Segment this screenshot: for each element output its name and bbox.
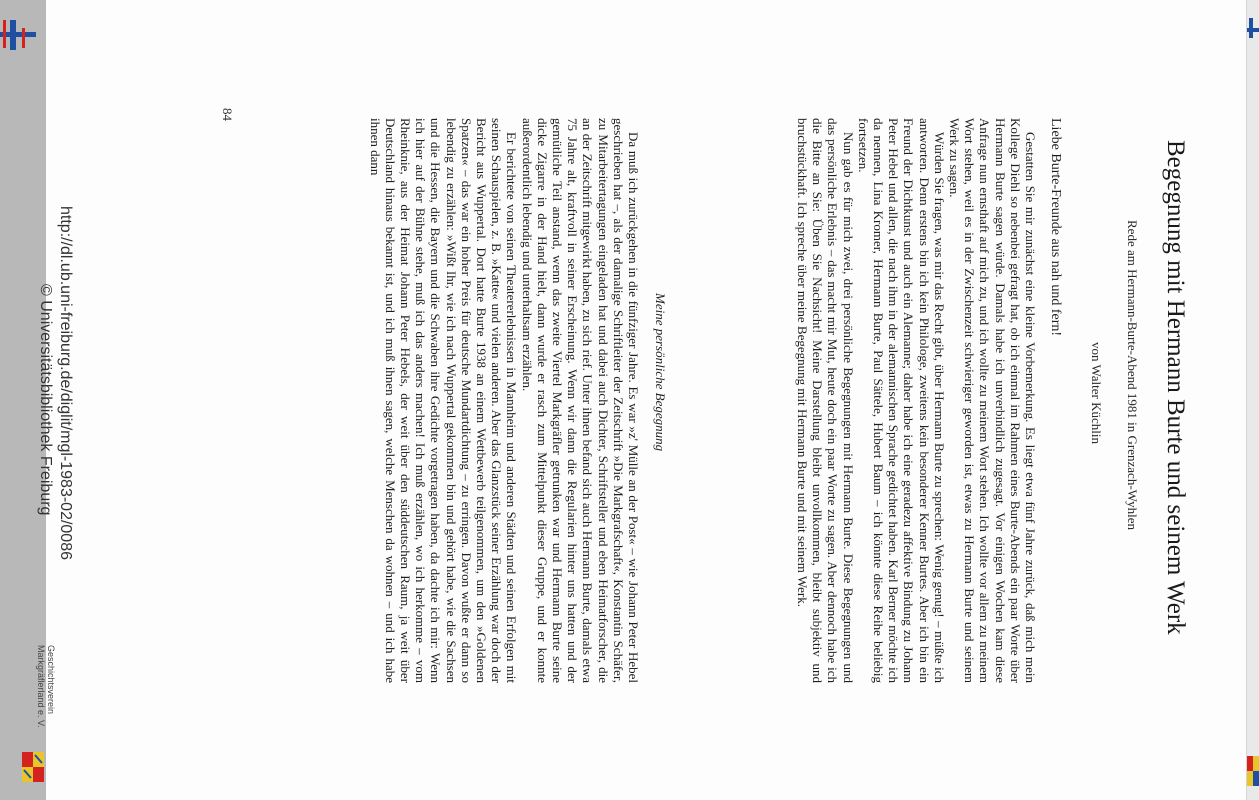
paragraph-5: Er berichtete von seinen Theatererlebnissen in Mannheim und anderen Städten und seinen Erfolgen mit seinen Schauspielen, z. B. »Katte« und vielen anderen. Aber das Glanzstück seiner Erzählung war doch der Bericht aus Wuppertal. Dort hatte Burte 1938 an einem Wettbewerb teilgenommen, um den »Goldenen Spatzen« – das war ein hoher Preis für deutsche Mundartdichtung – zu erringen. Davon wußte er dann so lebendig zu erzählen: »Wißt Ihr, wie ich nach Wuppertal gekommen bin und gehört habe, wie die Sachsen und die Hessen, die Bayern und die Schwaben ihre Gedichte vorgetragen haben, da dachte ich mir: Wenn ich hier auf der Bühne stehe, muß ich das anders machen! Ich muß erzählen, wo ich herkomme – vom Rheinknie, aus der Heimat Johann Peter Hebels, der weit über den süddeutschen Raum, ja weit über Deutschland hinaus bekannt ist, und ich muß ihnen sagen, welche Menschen da wohnen – und ich habe ihnen dann [367,118,520,683]
society-coat-of-arms-icon-right [1247,756,1259,786]
article-subtitle: Rede am Hermann-Burte-Abend 1981 in Grenzach-Wyhlen [1125,220,1140,531]
paragraph-1: Gestatten Sie mir zunächst eine kleine Vorbemerkung. Es liegt etwa fünf Jahre zurück, daß mich mein Kollege Diehl so nebenbei gefragt hat, ob ich einmal im Rahmen eines Burte-Abends ein paar Worte über Hermann Burte sagen würde. Damals habe ich unverbindlich zugesagt. Vor einigen Wochen kam diese Anfrage nun ernsthaft auf mich zu, und ich wollte zu meinem Wort stehen. Ich wollte vor allem zu meinem Wort stehen, weil es in der Zwischenzeit schwieriger geworden ist, etwas zu Hermann Burte und seinem Werk zu sagen. [946,118,1038,683]
article-intro-block [795,118,1038,683]
society-coat-of-arms-icon [22,752,44,782]
section-heading: Meine persönliche Begegnung [653,293,668,452]
page-number: 84 [220,108,235,121]
source-url[interactable]: http://dl.ub.uni-freiburg.de/diglit/mgl-1983-02/0086 [57,206,74,560]
library-logo-icon [0,0,40,50]
paragraph-2: Würden Sie fragen, was mir das Recht gibt, über Hermann Burte zu sprechen: Wenig genug! – müßte ich antworten. Denn erstens bin ich kein Philologe, zweitens kein besonderer Kenner Burtes. Aber ich bin ein Freund der Dichtkunst und auch ein Alemanne; daher habe ich eine geradezu affektive Bindung zu Johann Peter Hebel und allen, die nach ihm in der alemannischen Sprache gedichtet haben. Karl Berner möchte ich da nennen, Lina Kromer, Hermann Burte, Paul Sättele, Hubert Baum – ich könnte diese Reihe beliebig fortsetzen. [855,118,947,683]
article-author: von Walter Küchlin [1089,342,1104,444]
paragraph-4: Da muß ich zurückgehen in die fünfziger Jahre. Es war »z' Mülle an der Post« – wie Johann Peter Hebel geschrieben hat –, als der damalige Schriftleiter der Zeitschrift »Die Markgrafschaft«, Konstantin Schäfer, zu Mitarbeitertagungen eingeladen hat und dabei auch Dichter, Schriftsteller und eben Heimatforscher, die an der Zeitschrift mitgewirkt haben, zu sich rief. Unter ihnen befand sich auch Hermann Burte, damals etwa 75 Jahre alt, kraftvoll in seiner Erscheinung. Wenn wir dann die Regularien hinter uns hatten und der gemütliche Teil anstand, wenn das zweite Viertel Markgräfler getrunken war und Hermann Burte seine dicke Zigarre in der Hand hielt, dann wurde er rasch zum Mittelpunkt dieser Gruppe, und er konnte außerordentlich lebendig und unterhaltsam erzählen. [519,118,641,683]
paragraph-3: Nun gab es für mich zwei, drei persönliche Begegnungen mit Hermann Burte. Diese Begegnungen und das persönliche Erlebnis – das macht mir Mut, heute doch ein paar Worte zu sagen. Aber dennoch habe ich die Bitte an Sie: Üben Sie Nachsicht! Meine Darstellung bleibt unvollkommen, bleibt subjektiv und bruchstückhaft. Ich spreche über meine Begegnung mit Hermann Burte und mit seinem Werk. [794,118,856,683]
scanned-page [36,0,1246,800]
society-name-line-1: Geschichtsverein [46,645,56,715]
article-title: Begegnung mit Hermann Burte und seinem Werk [1162,140,1189,635]
society-name-line-2: Markgräflerland e. V. [36,645,46,728]
copyright-notice: © Universitätsbibliothek Freiburg [37,284,54,516]
rotated-page-content [36,0,1246,800]
article-main-block [367,118,641,683]
viewer-right-margin[interactable] [1246,0,1259,800]
library-logo-icon-right [1247,18,1259,58]
article-greeting: Liebe Burte-Freunde aus nah und fern! [1048,118,1063,337]
